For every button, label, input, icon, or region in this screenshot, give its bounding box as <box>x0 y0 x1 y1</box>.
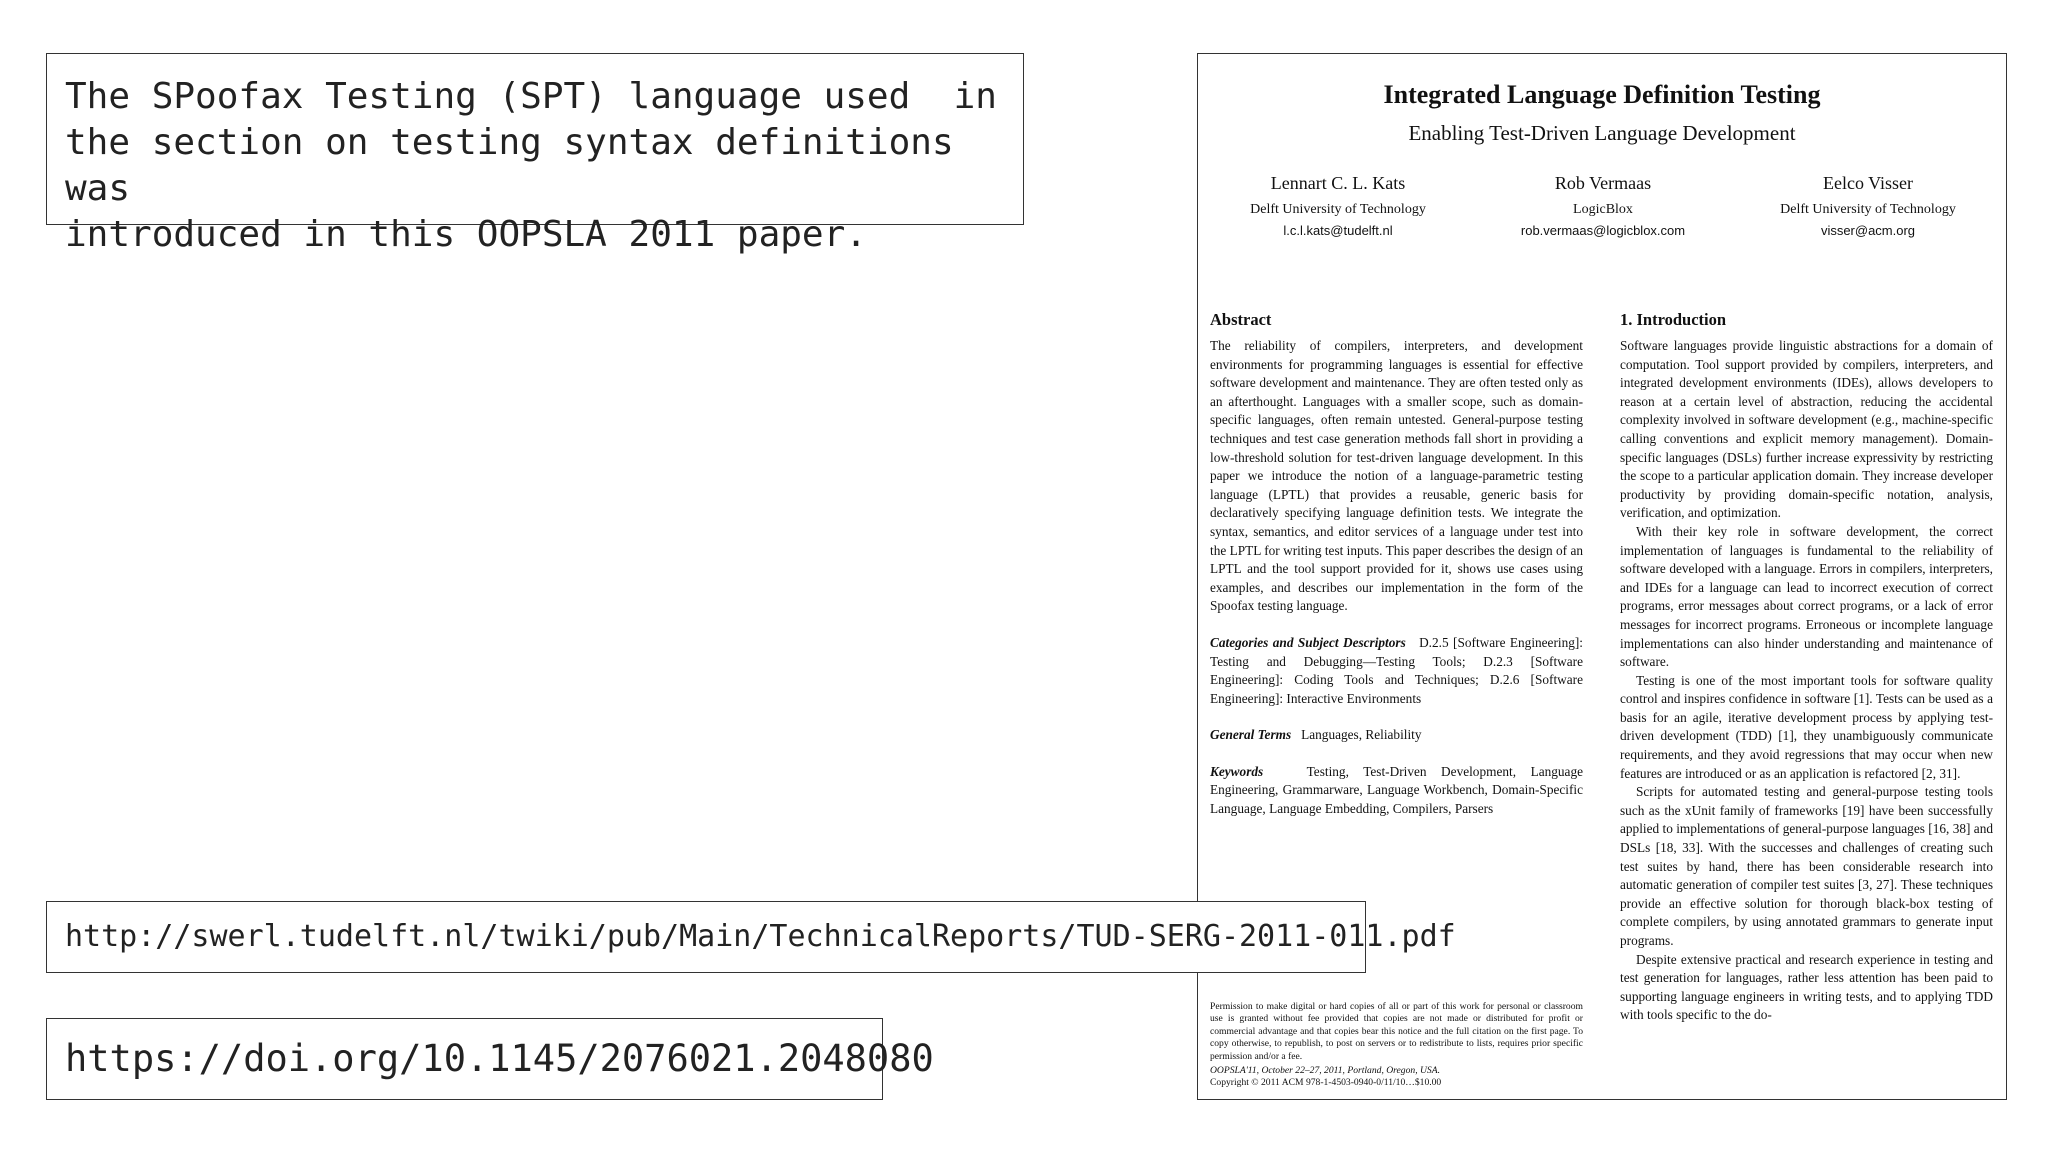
technical-report-url-box <box>46 901 1456 973</box>
author-name: Rob Vermaas <box>1554 173 1652 193</box>
author-3 <box>1733 171 2003 241</box>
author-email: rob.vermaas@logicblox.com <box>1520 223 1686 238</box>
general-terms-paragraph <box>1210 726 1583 745</box>
right-column <box>1620 309 1993 1025</box>
author-affiliation: Delft University of Technology <box>1250 202 1426 217</box>
keywords-paragraph <box>1210 763 1583 819</box>
intro-paragraph: Despite extensive practical and research experience in testing and test generation for languages, rather less attention has been paid to supporting language engineers in writing tests, and to applying TDD with tools specific to the do- <box>1620 951 1993 1023</box>
intro-paragraph: Software languages provide linguistic abstractions for a domain of computation. Tool support provided by compilers, interpreters, and integrated development environments (IDEs), allows developers to reason at a certain level of abstraction, reducing the accidental complexity involved in software development (e.g., machine-specific calling conventions and explicit memory management). Domain-specific languages (DSLs) further increase expressivity by restricting the scope to a particular application domain. They increase developer productivity by providing domain-specific notation, analysis, verification, and optimization. <box>1620 338 1993 521</box>
permission-notice <box>1210 1001 1583 1090</box>
general-terms-label: General Terms <box>1210 727 1292 743</box>
venue-line: OOPSLA'11, October 22–27, 2011, Portland, Oregon, USA. <box>1210 1065 1440 1077</box>
left-column <box>1210 309 1583 819</box>
author-affiliation: LogicBlox <box>1573 202 1633 217</box>
author-2 <box>1468 171 1738 241</box>
intro-paragraph: With their key role in software development, the correct implementation of languages is fundamental to the reliability of software developed with a language. Errors in compilers, interpreters, and IDEs for a language can lead to incorrect execution of correct programs, error messages about correct programs, or a lack of error messages for incorrect programs. Erroneous or incomplete language implementations can also hinder understanding and maintenance of software. <box>1620 523 1993 670</box>
copyright-line: Copyright © 2011 ACM 978-1-4503-0940-0/11/10…$10.00 <box>1210 1077 1442 1089</box>
paper-title: Integrated Language Definition Testing <box>1383 80 1821 109</box>
technical-report-url[interactable]: http://swerl.tudelft.nl/twiki/pub/Main/TechnicalReports/TUD-SERG-2011-011.pdf <box>65 919 1456 954</box>
author-email: visser@acm.org <box>1820 223 1916 238</box>
author-affiliation: Delft University of Technology <box>1780 202 1956 217</box>
doi-url-box <box>46 1018 934 1100</box>
permission-text: Permission to make digital or hard copies of all or part of this work for personal or classroom use is granted without fee provided that copies are not made or distributed for profit or commercial advantage and that copies bear this notice and the full citation on the first page. To copy otherwise, to republish, to post on servers or to redistribute to lists, requires prior specific permission and/or a fee. <box>1210 1001 1583 1062</box>
abstract-text: The reliability of compilers, interpreters, and development environments for programming languages is essential for effective software development and maintenance. They are often tested only as an afterthought. Languages with a smaller scope, such as domain-specific languages, often remain untested. General-purpose testing techniques and test case generation methods fall short in providing a low-threshold solution for test-driven language development. In this paper we introduce the notion of a language-parametric testing language (LPTL) that provides a reusable, generic basis for declaratively specifying language definition tests. We integrate the syntax, semantics, and editor services of a language under test into the LPTL for writing test inputs. This paper describes the design of an LPTL and the tool support provided for it, shows use cases using examples, and describes our implementation in the form of the Spoofax testing language. <box>1210 338 1583 614</box>
author-1 <box>1203 171 1473 241</box>
doi-url[interactable]: https://doi.org/10.1145/2076021.2048080 <box>65 1037 934 1080</box>
introduction-heading: 1. Introduction <box>1620 310 1727 329</box>
categories-label: Categories and Subject Descriptors <box>1210 634 1406 650</box>
note-text: The SPoofax Testing (SPT) language used in the section on testing syntax definitions was introduced in this OOPSLA 2011 paper. <box>65 76 997 255</box>
keywords-text: Testing, Test-Driven Development, Language Engineering, Grammarware, Language Workbench, Domain-Specific Language, Language Embedding, Compilers, Parsers <box>1210 763 1583 817</box>
keywords-label: Keywords <box>1210 763 1264 779</box>
general-terms-text: Languages, Reliability <box>1301 727 1422 743</box>
author-name: Eelco Visser <box>1822 173 1914 193</box>
intro-paragraph: Scripts for automated testing and general-purpose testing tools such as the xUnit family of frameworks [19] have been successfully applied to implementations of general-purpose languages [16, 38] and DSLs [18, 33]. With the successes and challenges of creating such test suites by hand, there has been considerable research into automatic generation of compiler test suites [3, 27]. These techniques provide an effective solution for thorough black-box testing of complete compilers, by using annotated grammars to generate input programs. <box>1620 784 1993 948</box>
author-name: Lennart C. L. Kats <box>1270 173 1406 193</box>
note-box <box>46 53 1024 255</box>
paper-subtitle: Enabling Test-Driven Language Development <box>1408 121 1796 145</box>
categories-paragraph <box>1210 634 1583 708</box>
author-email: l.c.l.kats@tudelft.nl <box>1283 223 1393 238</box>
abstract-heading: Abstract <box>1210 310 1272 329</box>
intro-paragraph: Testing is one of the most important tools for software quality control and inspires confidence in software [1]. Tests can be used as a basis for an agile, iterative development process by applying test-driven development (TDD) [1], they unambiguously communicate requirements, and they avoid regressions that may occur when new features are introduced or as an application is refactored [2, 31]. <box>1620 672 1993 781</box>
categories-text: D.2.5 [Software Engineering]: Testing and Debugging—Testing Tools; D.2.3 [Software Engineering]: Coding Tools and Techniques; D.2.6 [Software Engineering]: Interactive Environments <box>1210 634 1584 706</box>
